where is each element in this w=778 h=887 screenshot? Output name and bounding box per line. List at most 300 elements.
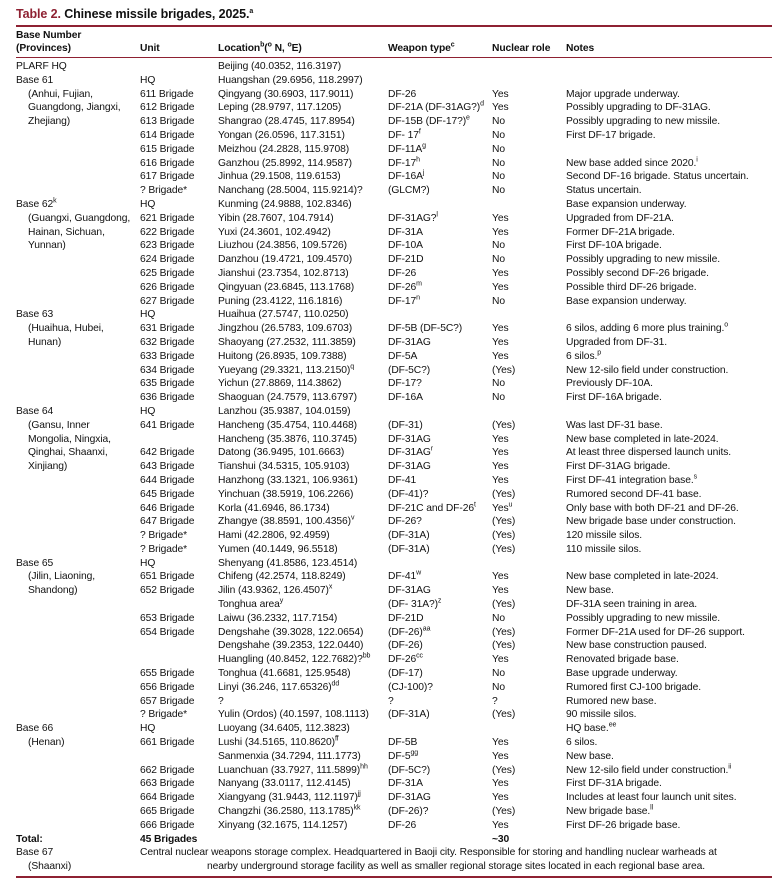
cell-notes: 90 missile silos. <box>566 709 637 721</box>
cell-location: Dengshahe (39.3028, 122.0654) <box>218 626 364 638</box>
cell-notes: Upgraded from DF-21A. <box>566 212 674 224</box>
table-row <box>16 474 772 488</box>
table-row <box>16 667 772 681</box>
cell-nuclear-role <box>492 405 566 419</box>
cell-weapon: (DF- 31A?)$^z$ <box>388 597 442 611</box>
cell-location: Qingyuan (23.6845, 113.1768) <box>218 281 355 293</box>
cell-unit: ? Brigade* <box>140 185 188 197</box>
cell-base <box>16 777 140 791</box>
cell-unit: HQ <box>140 557 156 569</box>
cell-location: Luoyang (34.6405, 112.3823) <box>218 723 350 735</box>
table-row <box>16 308 772 322</box>
cell-location: Datong (36.9495, 101.6663) <box>218 447 345 459</box>
cell-base <box>16 764 140 778</box>
col-header-location: Location$^b$($^o$ N, $^o$E) <box>218 27 388 58</box>
cell-weapon: DF-21D <box>388 254 424 266</box>
cell-base <box>16 529 140 543</box>
cell-location: Jilin (43.9362, 126.4507)$^x$ <box>218 583 333 597</box>
table-row <box>16 460 772 474</box>
table-row <box>16 515 772 529</box>
table-row <box>16 570 772 584</box>
cell-location: Tonghua area$^y$ <box>218 597 284 611</box>
cell-base: (Jilin, Liaoning, <box>28 571 95 583</box>
cell-nuclear-role: Yes <box>492 88 509 100</box>
cell-notes <box>566 405 772 419</box>
cell-location: Hanzhong (33.1321, 106.9361) <box>218 474 358 486</box>
cell-location: Yichun (27.8869, 114.3862) <box>218 378 342 390</box>
table-row <box>16 143 772 157</box>
cell-location: Lanzhou (35.9387, 104.0159) <box>218 405 351 417</box>
cell-location: Jianshui (23.7354, 102.8713) <box>218 267 349 279</box>
cell-notes: Includes at least four launch unit sites. <box>566 792 737 804</box>
cell-nuclear-role: ? <box>492 695 498 707</box>
cell-notes: First DF-31A brigade. <box>566 778 662 790</box>
cell-notes: Base expansion underway. <box>566 198 687 210</box>
table-row <box>16 695 772 709</box>
cell-location: Huangling (40.8452, 122.7682)?$^{bb}$ <box>218 652 371 666</box>
cell-location: Yinchuan (38.5919, 106.2266) <box>218 488 354 500</box>
cell-notes: Rumored first CJ-100 brigade. <box>566 681 702 693</box>
cell-unit: 665 Brigade <box>140 806 195 818</box>
cell-base <box>16 157 140 171</box>
cell-location: Xiangyang (31.9443, 112.1197)$^{jj}$ <box>218 790 361 804</box>
cell-unit: 611 Brigade <box>140 88 194 100</box>
cell-base <box>16 391 140 405</box>
cell-location: Shenyang (41.8586, 123.4514) <box>218 557 358 569</box>
table-row <box>16 239 772 253</box>
cell-unit: 627 Brigade <box>140 295 195 307</box>
table-row <box>16 226 772 240</box>
cell-storage-text: Central nuclear weapons storage complex. Headquartered in Baoji city. Responsible for storing and handling nuclear warheads at <box>140 847 717 859</box>
table-row <box>16 281 772 295</box>
cell-base <box>16 364 140 378</box>
cell-notes: First DF-16A brigade. <box>566 392 662 404</box>
cell-location: Kunming (24.9888, 102.8346) <box>218 198 352 210</box>
cell-location: Zhangye (38.8591, 100.4356)$^v$ <box>218 514 355 528</box>
cell-notes: Second DF-16 brigade. Status uncertain. <box>566 171 749 183</box>
cell-base <box>16 667 140 681</box>
table-row <box>16 736 772 750</box>
cell-notes: Renovated brigade base. <box>566 654 679 666</box>
cell-notes: 110 missile silos. <box>566 543 642 555</box>
cell-location: Shangrao (28.4745, 117.8954) <box>218 116 355 128</box>
bottom-rule <box>16 876 772 878</box>
cell-location: Puning (23.4122, 116.1816) <box>218 295 343 307</box>
cell-location: Yuxi (24.3601, 102.4942) <box>218 226 331 238</box>
cell-nuclear-role: Yes$^u$ <box>492 501 513 514</box>
table-row <box>16 502 772 516</box>
cell-location <box>218 833 388 847</box>
cell-location: Luanchuan (33.7927, 111.5899)$^{hh}$ <box>218 763 368 776</box>
cell-location: Laiwu (36.2332, 117.7154) <box>218 612 338 624</box>
cell-base <box>16 598 140 612</box>
table-row <box>16 777 772 791</box>
cell-base: Hainan, Sichuan, <box>28 226 105 238</box>
cell-notes: Rumored second DF-41 base. <box>566 488 702 500</box>
cell-weapon: (DF-31A) <box>388 709 430 721</box>
col-header-weapon: Weapon type$^c$ <box>388 27 492 58</box>
cell-location: Dengshahe (39.2353, 122.0440) <box>218 640 364 652</box>
cell-base: (Anhui, Fujian, <box>28 88 93 100</box>
cell-notes: New base added since 2020.$^i$ <box>566 156 698 169</box>
table-row <box>16 584 772 598</box>
table-row <box>16 819 772 833</box>
cell-location: Beijing (40.0352, 116.3197) <box>218 61 342 72</box>
cell-location: Jinhua (29.1508, 119.6153) <box>218 171 341 183</box>
cell-weapon: (DF-41)? <box>388 488 429 500</box>
cell-weapon: DF- 17$^f$ <box>388 128 421 141</box>
cell-unit: 644 Brigade <box>140 474 195 486</box>
cell-location: Liuzhou (24.3856, 109.5726) <box>218 240 347 252</box>
table-row <box>16 115 772 129</box>
cell-unit: ? Brigade* <box>140 543 188 555</box>
cell-unit: 631 Brigade <box>140 323 195 335</box>
table-title-text: Chinese missile brigades, 2025.$^a$ <box>60 7 254 21</box>
table-row <box>16 267 772 281</box>
cell-nuclear-role: No <box>492 392 505 404</box>
cell-notes: First DF-26 brigade base. <box>566 819 681 831</box>
cell-unit <box>140 639 218 653</box>
cell-location: Meizhou (24.2828, 115.9708) <box>218 143 350 155</box>
cell-unit <box>140 750 218 764</box>
cell-location: Yulin (Ordos) (40.1597, 108.1113) <box>218 709 369 721</box>
cell-unit: 612 Brigade <box>140 102 195 114</box>
cell-notes: New base. <box>566 585 614 597</box>
cell-base: PLARF HQ <box>16 61 67 72</box>
cell-base: (Shaanxi) <box>28 861 72 873</box>
cell-unit: 662 Brigade <box>140 764 195 776</box>
cell-unit: 651 Brigade <box>140 571 195 583</box>
table-row <box>16 446 772 460</box>
cell-location: Hancheng (35.4754, 110.4468) <box>218 419 357 431</box>
cell-weapon <box>388 308 492 322</box>
table-row <box>16 626 772 640</box>
cell-nuclear-role: (Yes) <box>492 626 516 638</box>
cell-weapon: (DF-26) <box>388 640 423 652</box>
cell-weapon: (CJ-100)? <box>388 681 433 693</box>
cell-nuclear-role: No <box>492 240 505 252</box>
cell-nuclear-role: Yes <box>492 461 509 473</box>
cell-unit: 646 Brigade <box>140 502 195 514</box>
cell-unit: 656 Brigade <box>140 681 195 693</box>
cell-notes: 6 silos, adding 6 more plus training.$^o$ <box>566 321 729 335</box>
cell-nuclear-role: (Yes) <box>492 364 516 376</box>
cell-base <box>16 253 140 267</box>
cell-base <box>16 750 140 764</box>
cell-location: Tonghua (41.6681, 125.9548) <box>218 668 351 680</box>
cell-notes: New brigade base under construction. <box>566 516 736 528</box>
cell-base <box>16 612 140 626</box>
cell-weapon <box>388 198 492 212</box>
table-row <box>16 791 772 805</box>
cell-nuclear-role: No <box>492 143 505 155</box>
cell-unit: 645 Brigade <box>140 488 195 500</box>
cell-base: Base 66 <box>16 723 54 735</box>
cell-notes: New brigade base.$^{ll}$ <box>566 804 654 818</box>
cell-nuclear-role: No <box>492 129 505 141</box>
cell-base <box>16 543 140 557</box>
cell-notes: HQ base.$^{ee}$ <box>566 721 617 735</box>
cell-location: Shaoyang (27.2532, 111.3859) <box>218 336 356 348</box>
cell-base <box>16 708 140 722</box>
cell-unit: 643 Brigade <box>140 461 195 473</box>
cell-base: (Huaihua, Hubei, <box>28 323 104 335</box>
cell-weapon: (GLCM?) <box>388 185 430 197</box>
cell-location: Shaoguan (24.7579, 113.6797) <box>218 392 357 404</box>
cell-unit: 666 Brigade <box>140 819 195 831</box>
cell-weapon: DF-31AG <box>388 433 431 445</box>
cell-weapon: ? <box>388 695 394 707</box>
cell-nuclear-role: Yes <box>492 433 509 445</box>
cell-nuclear-role: (Yes) <box>492 530 516 542</box>
cell-unit: HQ <box>140 405 156 417</box>
cell-base <box>16 170 140 184</box>
cell-notes: Was last DF-31 base. <box>566 419 663 431</box>
cell-base: Xinjiang) <box>28 461 68 473</box>
cell-unit <box>140 58 218 74</box>
cell-nuclear-role: (Yes) <box>492 709 516 721</box>
cell-base: Base 65 <box>16 557 54 569</box>
cell-nuclear-role <box>492 58 566 74</box>
cell-nuclear-role: No <box>492 171 505 183</box>
cell-base: Base 62$^k$ <box>16 197 57 210</box>
table-row <box>16 129 772 143</box>
cell-base: Base 61 <box>16 74 54 86</box>
cell-weapon: DF-26 <box>388 88 417 100</box>
cell-weapon: (DF-26)? <box>388 806 429 818</box>
cell-weapon: $DF-11A^g$ <box>388 142 426 155</box>
cell-nuclear-role: (Yes) <box>492 543 516 555</box>
cell-location: Jingzhou (26.5783, 109.6703) <box>218 323 353 335</box>
cell-notes: DF-31A seen training in area. <box>566 599 698 611</box>
cell-weapon: $DF-16A^j$ <box>388 169 425 183</box>
cell-location: Hancheng (35.3876, 110.3745) <box>218 433 357 445</box>
cell-weapon: $DF-26^{cc}$ <box>388 652 423 666</box>
cell-unit: 616 Brigade <box>140 157 195 169</box>
cell-notes: New base completed in late-2024. <box>566 571 719 583</box>
cell-nuclear-role: Yes <box>492 474 509 486</box>
cell-notes: First DF-17 brigade. <box>566 129 656 141</box>
cell-location: Yueyang (29.3321, 113.2150)$^q$ <box>218 363 355 376</box>
cell-notes: First DF-41 integration base.$^s$ <box>566 473 697 486</box>
cell-location: Lushi (34.5165, 110.8620)$^{ff}$ <box>218 735 339 749</box>
table-row <box>16 405 772 419</box>
table-row <box>16 750 772 764</box>
table-row <box>16 198 772 212</box>
cell-base <box>16 488 140 502</box>
cell-weapon: DF-5B <box>388 737 418 749</box>
table-row <box>16 653 772 667</box>
table-row <box>16 377 772 391</box>
cell-weapon <box>388 405 492 419</box>
cell-nuclear-role: (Yes) <box>492 419 516 431</box>
cell-nuclear-role: Yes <box>492 737 509 749</box>
cell-weapon: DF-21C and DF-26$^t$ <box>388 501 476 514</box>
table-row <box>16 101 772 115</box>
cell-weapon: DF-16A <box>388 392 423 404</box>
cell-base: Base 67 <box>16 847 54 859</box>
table-row <box>16 58 772 74</box>
cell-location: Hami (42.2806, 92.4959) <box>218 530 330 542</box>
cell-nuclear-role: Yes <box>492 447 509 459</box>
cell-unit: 652 Brigade <box>140 585 195 597</box>
table-row <box>16 88 772 102</box>
cell-notes: New base. <box>566 750 614 762</box>
cell-base: (Guangxi, Guangdong, <box>28 212 131 224</box>
col-header-notes: Notes <box>566 27 772 58</box>
cell-unit: 45 Brigades <box>140 833 198 845</box>
cell-notes: New 12-silo field under construction.$^{ii}$ <box>566 763 732 776</box>
cell-notes <box>566 557 772 571</box>
cell-unit: 632 Brigade <box>140 336 195 348</box>
col-header-base: Base Number (Provinces) <box>16 27 140 58</box>
cell-weapon: DF-31AG <box>388 585 431 597</box>
cell-location: Yongan (26.0596, 117.3151) <box>218 129 345 141</box>
cell-nuclear-role: Yes <box>492 585 509 597</box>
cell-weapon: (DF-5C?) <box>388 364 431 376</box>
cell-base <box>16 281 140 295</box>
cell-unit: 613 Brigade <box>140 116 195 128</box>
cell-nuclear-role: Yes <box>492 778 509 790</box>
cell-nuclear-role: No <box>492 681 505 693</box>
cell-unit: HQ <box>140 723 156 735</box>
cell-unit: HQ <box>140 74 156 86</box>
cell-weapon <box>388 557 492 571</box>
cell-nuclear-role: No <box>492 185 505 197</box>
cell-nuclear-role: No <box>492 378 505 390</box>
cell-base: (Henan) <box>28 737 65 749</box>
table-row <box>16 433 772 447</box>
cell-base: Hunan) <box>28 336 62 348</box>
cell-weapon: DF-31AG <box>388 336 431 348</box>
cell-base <box>16 377 140 391</box>
cell-nuclear-role: (Yes) <box>492 488 516 500</box>
cell-nuclear-role: Yes <box>492 819 509 831</box>
cell-nuclear-role: (Yes) <box>492 516 516 528</box>
cell-base <box>16 502 140 516</box>
cell-base <box>16 819 140 833</box>
cell-weapon: DF-26 <box>388 267 417 279</box>
table-row <box>16 212 772 226</box>
cell-location: Xinyang (32.1675, 114.1257) <box>218 819 348 831</box>
table-row <box>16 74 772 88</box>
table-row <box>16 295 772 309</box>
cell-base <box>16 626 140 640</box>
cell-notes: Only base with both DF-21 and DF-26. <box>566 502 739 514</box>
cell-weapon: DF-21A (DF-31AG?)$^d$ <box>388 100 484 114</box>
cell-nuclear-role: Yes <box>492 336 509 348</box>
cell-nuclear-role <box>492 74 566 88</box>
cell-unit: 653 Brigade <box>140 612 195 624</box>
storage-row <box>16 846 772 860</box>
cell-unit: ? Brigade* <box>140 709 188 721</box>
cell-weapon: DF-26$^m$ <box>388 280 422 293</box>
cell-unit: 614 Brigade <box>140 129 195 141</box>
cell-unit: 635 Brigade <box>140 378 195 390</box>
cell-base <box>16 791 140 805</box>
table-header <box>16 27 772 58</box>
col-header-unit: Unit <box>140 27 218 58</box>
cell-unit: 657 Brigade <box>140 695 195 707</box>
cell-unit: 626 Brigade <box>140 281 195 293</box>
cell-nuclear-role: Yes <box>492 350 509 362</box>
cell-base <box>16 653 140 667</box>
table-row <box>16 543 772 557</box>
cell-unit: 655 Brigade <box>140 668 195 680</box>
cell-base <box>16 681 140 695</box>
cell-location: Linyi (36.246, 117.65326)$^{dd}$ <box>218 680 340 693</box>
cell-weapon: DF-26? <box>388 516 422 528</box>
cell-weapon: DF-31AG?$^l$ <box>388 211 438 224</box>
table-title <box>16 4 772 27</box>
cell-nuclear-role: Yes <box>492 267 509 279</box>
cell-weapon: DF-31AG <box>388 792 431 804</box>
cell-nuclear-role: Yes <box>492 281 509 293</box>
cell-location: Leping (28.9797, 117.1205) <box>218 102 342 114</box>
cell-notes: 6 silos. <box>566 737 598 749</box>
table-row <box>16 598 772 612</box>
cell-nuclear-role <box>492 308 566 322</box>
cell-notes: Rumored new base. <box>566 695 657 707</box>
cell-base <box>16 267 140 281</box>
cell-location: ? <box>218 695 224 707</box>
table-row <box>16 708 772 722</box>
cell-unit <box>140 653 218 667</box>
cell-unit: 621 Brigade <box>140 212 195 224</box>
cell-weapon: DF-26 <box>388 819 417 831</box>
cell-notes: Possibly upgrading to new missile. <box>566 612 720 624</box>
cell-nuclear-role: Yes <box>492 102 509 114</box>
table-row <box>16 488 772 502</box>
table-row <box>16 639 772 653</box>
cell-base: Zhejiang) <box>28 116 71 128</box>
cell-nuclear-role: Yes <box>492 571 509 583</box>
table-row <box>16 336 772 350</box>
cell-nuclear-role: Yes <box>492 323 509 335</box>
cell-base <box>16 515 140 529</box>
cell-nuclear-role: (Yes) <box>492 640 516 652</box>
cell-weapon: DF-41$^w$ <box>388 570 422 583</box>
col-header-nuclear: Nuclear role <box>492 27 566 58</box>
cell-location: Tianshui (34.5315, 105.9103) <box>218 461 350 473</box>
cell-nuclear-role: Yes <box>492 212 509 224</box>
cell-base: Guangdong, Jiangxi, <box>28 102 121 114</box>
cell-location: Yumen (40.1449, 96.5518) <box>218 543 338 555</box>
cell-base: Qinghai, Shaanxi, <box>28 447 108 459</box>
cell-unit: 663 Brigade <box>140 778 195 790</box>
storage-row <box>16 860 772 874</box>
total-row <box>16 833 772 847</box>
cell-base: Total: <box>16 833 43 845</box>
cell-unit: 642 Brigade <box>140 447 195 459</box>
cell-notes: New 12-silo field under construction. <box>566 364 729 376</box>
cell-unit: 617 Brigade <box>140 171 195 183</box>
cell-nuclear-role: (Yes) <box>492 764 516 776</box>
cell-location: Ganzhou (25.8992, 114.9587) <box>218 157 352 169</box>
cell-notes: Possible third DF-26 brigade. <box>566 281 697 293</box>
cell-location: Huaihua (27.5747, 110.0250) <box>218 309 349 321</box>
cell-base: Base 64 <box>16 405 54 417</box>
cell-weapon <box>388 833 492 847</box>
cell-unit: 624 Brigade <box>140 254 195 266</box>
table-row <box>16 419 772 433</box>
cell-base <box>16 295 140 309</box>
cell-nuclear-role: No <box>492 668 505 680</box>
cell-nuclear-role: Yes <box>492 792 509 804</box>
cell-nuclear-role: Yes <box>492 226 509 238</box>
cell-base: Yunnan) <box>28 240 66 252</box>
cell-nuclear-role: No <box>492 612 505 624</box>
